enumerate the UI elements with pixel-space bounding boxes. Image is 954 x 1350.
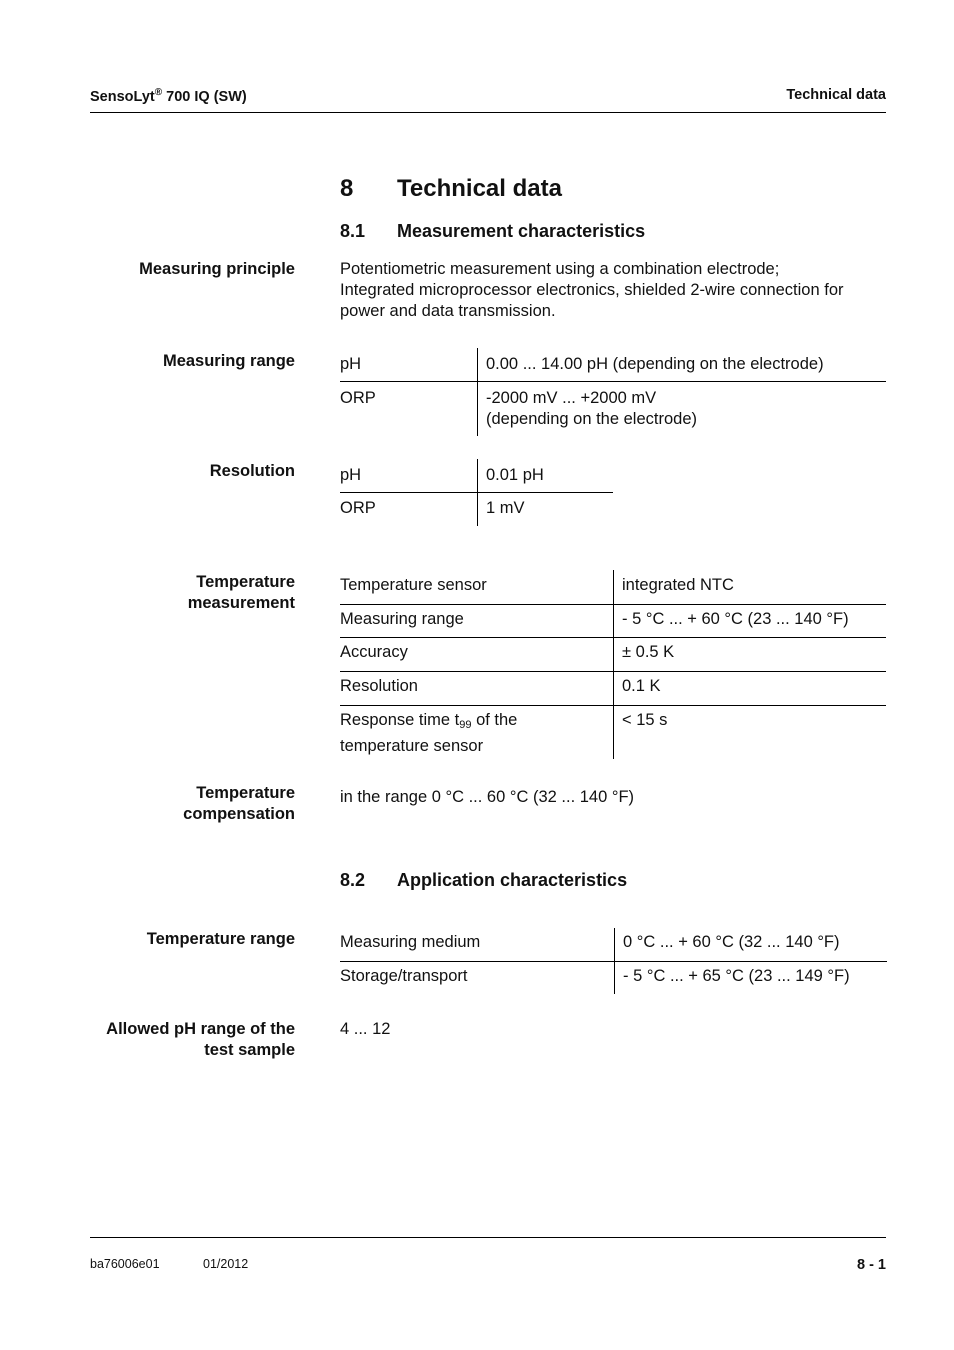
section-8-1-number: 8.1 (340, 221, 366, 241)
chapter-title: Technical data (397, 175, 562, 202)
table-divider (340, 381, 886, 382)
header-product (90, 87, 247, 105)
allowed-ph-label-line-2: test sample (204, 1041, 295, 1059)
temp-value-sensor: integrated NTC (622, 576, 734, 594)
footer-rule (90, 1237, 886, 1238)
response-time-subscript: 99 (459, 719, 472, 731)
header-rule (90, 112, 886, 113)
temp-value-response-time: < 15 s (622, 711, 668, 729)
chapter-number: 8 (340, 175, 354, 202)
temp-range-param-storage: Storage/transport (340, 967, 468, 985)
product-model: 700 IQ (SW) (162, 89, 247, 105)
temp-param-accuracy: Accuracy (340, 643, 408, 661)
temperature-range-label: Temperature range (146, 930, 295, 948)
response-time-suffix: of the (471, 711, 518, 729)
resolution-value-orp: 1 mV (486, 499, 525, 517)
temperature-compensation-label (183, 783, 295, 825)
measuring-range-value-orp (486, 388, 697, 430)
temp-param-sensor: Temperature sensor (340, 576, 487, 594)
temp-range-value-medium: 0 °C ... + 60 °C (32 ... 140 °F) (623, 933, 840, 951)
temperature-compensation-text: in the range 0 °C ... 60 °C (32 ... 140 °F) (340, 788, 635, 806)
resolution-param-ph: pH (340, 466, 362, 484)
table-column-divider (477, 459, 478, 526)
allowed-ph-label-line-1: Allowed pH range of the (106, 1020, 295, 1038)
registered-mark: ® (154, 87, 163, 98)
resolution-param-orp: ORP (340, 499, 376, 517)
temperature-measurement-label-line-1: Temperature (196, 573, 295, 591)
temp-param-response-time (340, 710, 517, 757)
resolution-value-ph: 0.01 pH (486, 466, 544, 484)
measuring-range-label: Measuring range (162, 352, 295, 370)
temperature-measurement-label-line-2: measurement (187, 594, 295, 612)
temp-param-resolution: Resolution (340, 677, 418, 695)
temperature-compensation-label-line-1: Temperature (196, 784, 295, 802)
measuring-range-value-ph: 0.00 ... 14.00 pH (depending on the electrode) (486, 355, 824, 373)
measuring-principle-line-3: power and data transmission. (340, 302, 556, 320)
response-time-text: Response time t (340, 711, 460, 729)
temp-value-range: - 5 °C ... + 60 °C (23 ... 140 °F) (622, 610, 849, 628)
footer-doc-id: ba76006e01 (90, 1257, 160, 1271)
resolution-label: Resolution (209, 462, 295, 480)
table-column-divider (614, 928, 615, 994)
temp-range-param-medium: Measuring medium (340, 933, 481, 951)
allowed-ph-text: 4 ... 12 (340, 1020, 391, 1038)
measuring-range-param-ph: pH (340, 355, 362, 373)
section-8-2-title: Application characteristics (397, 870, 628, 890)
temp-range-value-storage: - 5 °C ... + 65 °C (23 ... 149 °F) (623, 967, 850, 985)
temp-param-response-time-line-2: temperature sensor (340, 737, 484, 755)
measuring-range-param-orp: ORP (340, 389, 376, 407)
measuring-range-value-orp-line-1: -2000 mV ... +2000 mV (486, 389, 657, 407)
footer-date: 01/2012 (203, 1257, 249, 1271)
measuring-principle-line-2: Integrated microprocessor electronics, shielded 2-wire connection for (340, 281, 844, 299)
temperature-measurement-label (188, 572, 295, 614)
page-number: 8 - 1 (856, 1257, 886, 1273)
measuring-principle-text (340, 259, 886, 322)
section-8-2-number: 8.2 (340, 870, 366, 890)
measuring-range-value-orp-line-2: (depending on the electrode) (486, 410, 697, 428)
table-column-divider (477, 348, 478, 436)
temp-value-accuracy: ± 0.5 K (622, 643, 675, 661)
allowed-ph-label (106, 1019, 295, 1061)
temp-param-response-time-line-1 (340, 710, 517, 736)
table-column-divider (613, 570, 614, 759)
measuring-principle-label: Measuring principle (139, 260, 295, 278)
measuring-principle-line-1: Potentiometric measurement using a combination electrode; (340, 260, 780, 278)
temp-value-resolution: 0.1 K (622, 677, 661, 695)
header-section: Technical data (786, 87, 886, 103)
temperature-compensation-label-line-2: compensation (183, 805, 295, 823)
product-name: SensoLyt (90, 89, 155, 105)
section-8-1-title: Measurement characteristics (397, 221, 646, 241)
temp-param-range: Measuring range (340, 610, 464, 628)
